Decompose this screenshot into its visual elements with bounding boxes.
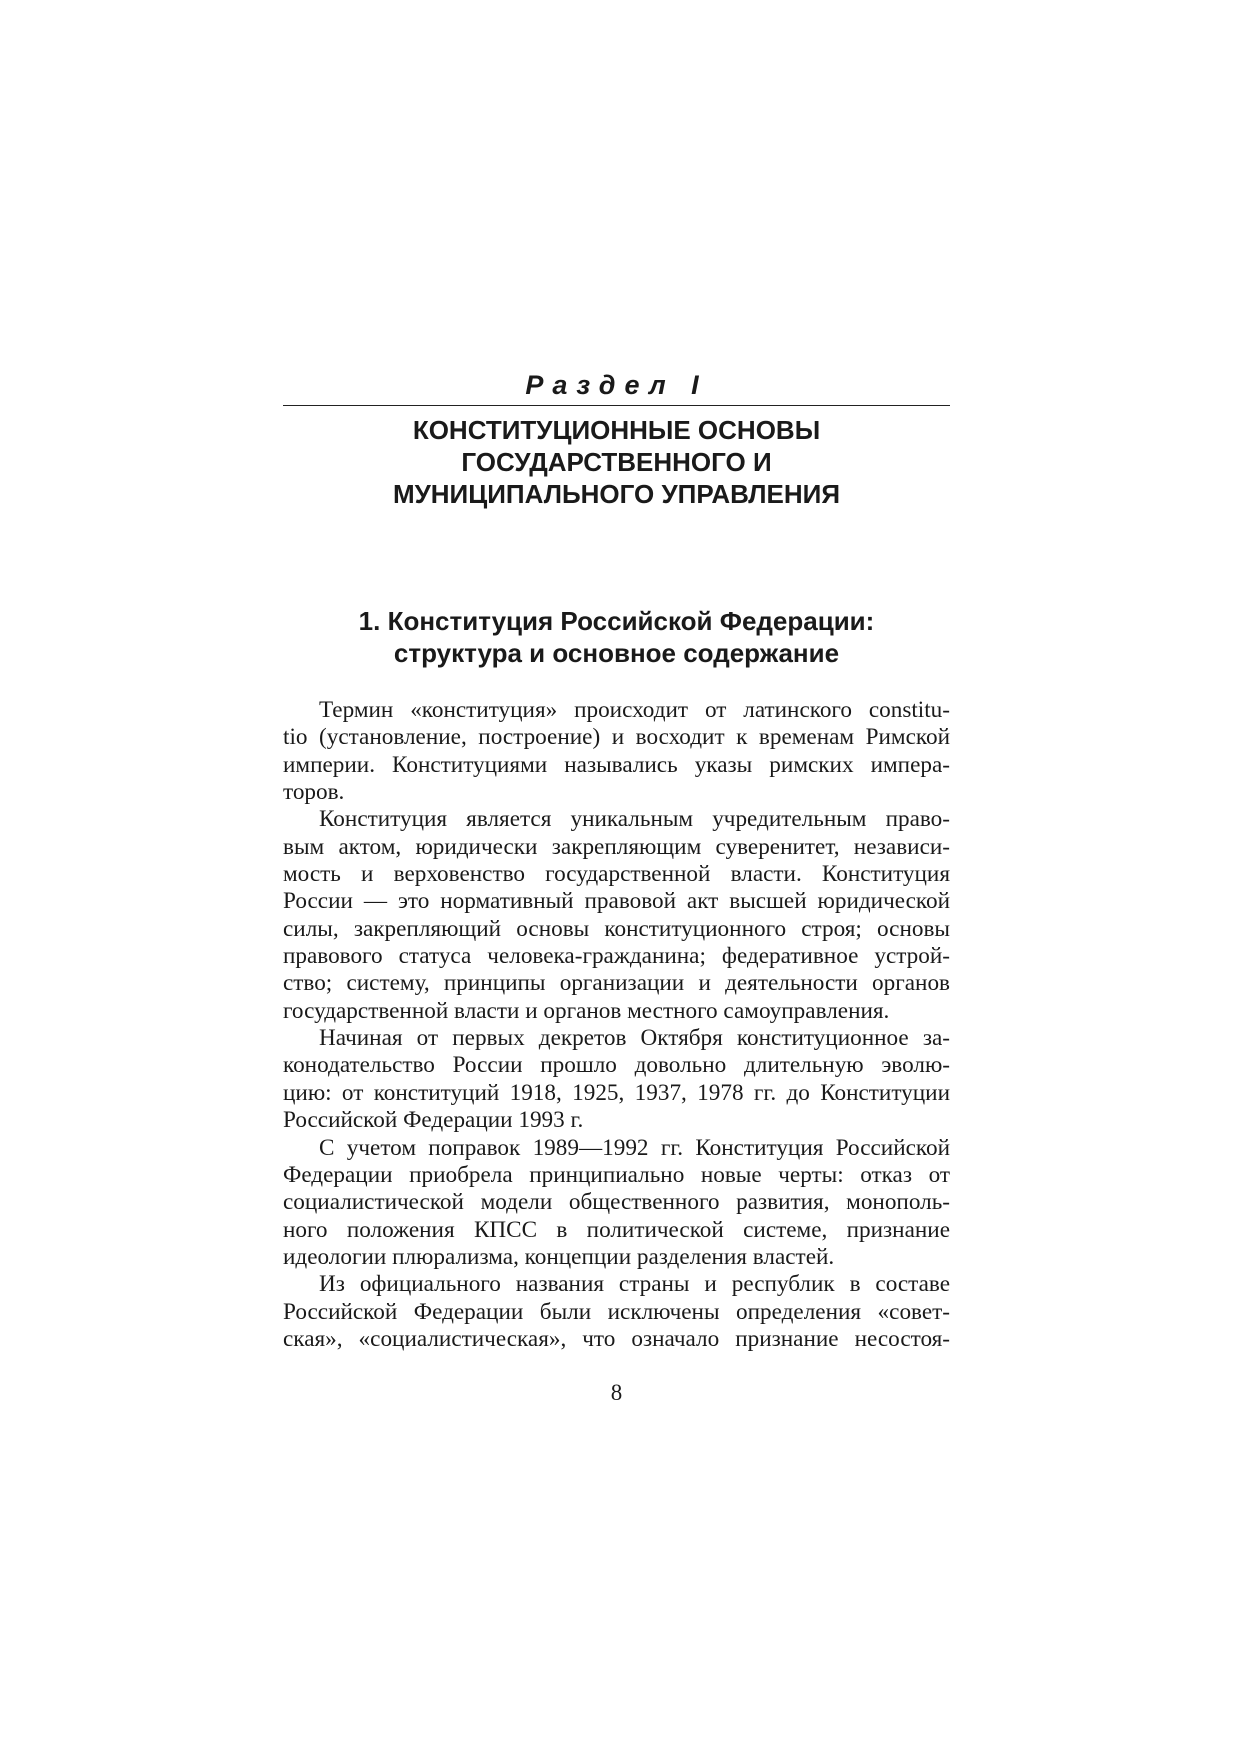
text-line: tio (установление, построение) и восходит к временам Римской	[283, 724, 950, 751]
text-line: социалистической модели общественного развития, монополь-	[283, 1189, 950, 1216]
section-title-line: ГОСУДАРСТВЕННОГО И	[461, 447, 772, 477]
text-line: Термин «конституция» происходит от латинского constitu-	[319, 697, 950, 723]
section-title-line: КОНСТИТУЦИОННЫЕ ОСНОВЫ	[412, 415, 821, 445]
paragraph	[283, 1135, 950, 1272]
section-label: Раздел I	[525, 370, 708, 400]
chapter-title	[283, 605, 950, 669]
paragraph	[283, 1271, 950, 1353]
text-line: С учетом поправок 1989—1992 гг. Конституция Российской	[319, 1134, 950, 1161]
text-line: России — это нормативный правовой акт высшей юридической	[283, 888, 950, 915]
text-line: Российской Федерации 1993 г.	[283, 1107, 584, 1134]
chapter-title-line: 1. Конституция Российской Федерации:	[358, 606, 875, 636]
paragraph	[283, 806, 950, 1025]
section-title	[283, 414, 950, 510]
text-line: Конституция является уникальным учредительным право-	[319, 806, 950, 833]
chapter-title-line: структура и основное содержание	[393, 638, 840, 668]
text-line: правового статуса человека-гражданина; федеративное устрой-	[283, 943, 950, 970]
page-number: 8	[610, 1380, 623, 1405]
paragraph	[283, 697, 950, 806]
text-line: идеологии плюрализма, концепции разделения властей.	[283, 1243, 835, 1270]
text-line: торов.	[283, 779, 345, 806]
text-line: ская», «социалистическая», что означало признание несостоя-	[283, 1325, 950, 1352]
text-line: силы, закрепляющий основы конституционного строя; основы	[283, 915, 950, 942]
text-line: Федерации приобрела принципиально новые черты: отказ от	[283, 1161, 950, 1188]
text-line: Начиная от первых декретов Октября конституционное за-	[319, 1025, 950, 1052]
text-line: мость и верховенство государственной власти. Конституция	[283, 861, 950, 888]
text-line: Российской Федерации были исключены определения «совет-	[283, 1298, 950, 1325]
body-text	[283, 697, 950, 1353]
text-line: конодательство России прошло довольно длительную эволю-	[283, 1052, 950, 1079]
section-title-line: МУНИЦИПАЛЬНОГО УПРАВЛЕНИЯ	[392, 479, 841, 509]
text-line: ство; систему, принципы организации и деятельности органов	[283, 970, 950, 997]
text-line: ного положения КПСС в политической системе, признание	[283, 1216, 950, 1243]
text-line: вым актом, юридически закрепляющим суверенитет, независи-	[283, 833, 950, 860]
text-line: цию: от конституций 1918, 1925, 1937, 1978 гг. до Конституции	[283, 1079, 950, 1106]
text-line: государственной власти и органов местного самоуправления.	[283, 997, 890, 1024]
text-line: империи. Конституциями назывались указы римских импера-	[283, 751, 950, 778]
paragraph	[283, 1025, 950, 1134]
text-line: Из официального названия страны и республик в составе	[319, 1271, 950, 1298]
section-divider	[283, 405, 950, 406]
